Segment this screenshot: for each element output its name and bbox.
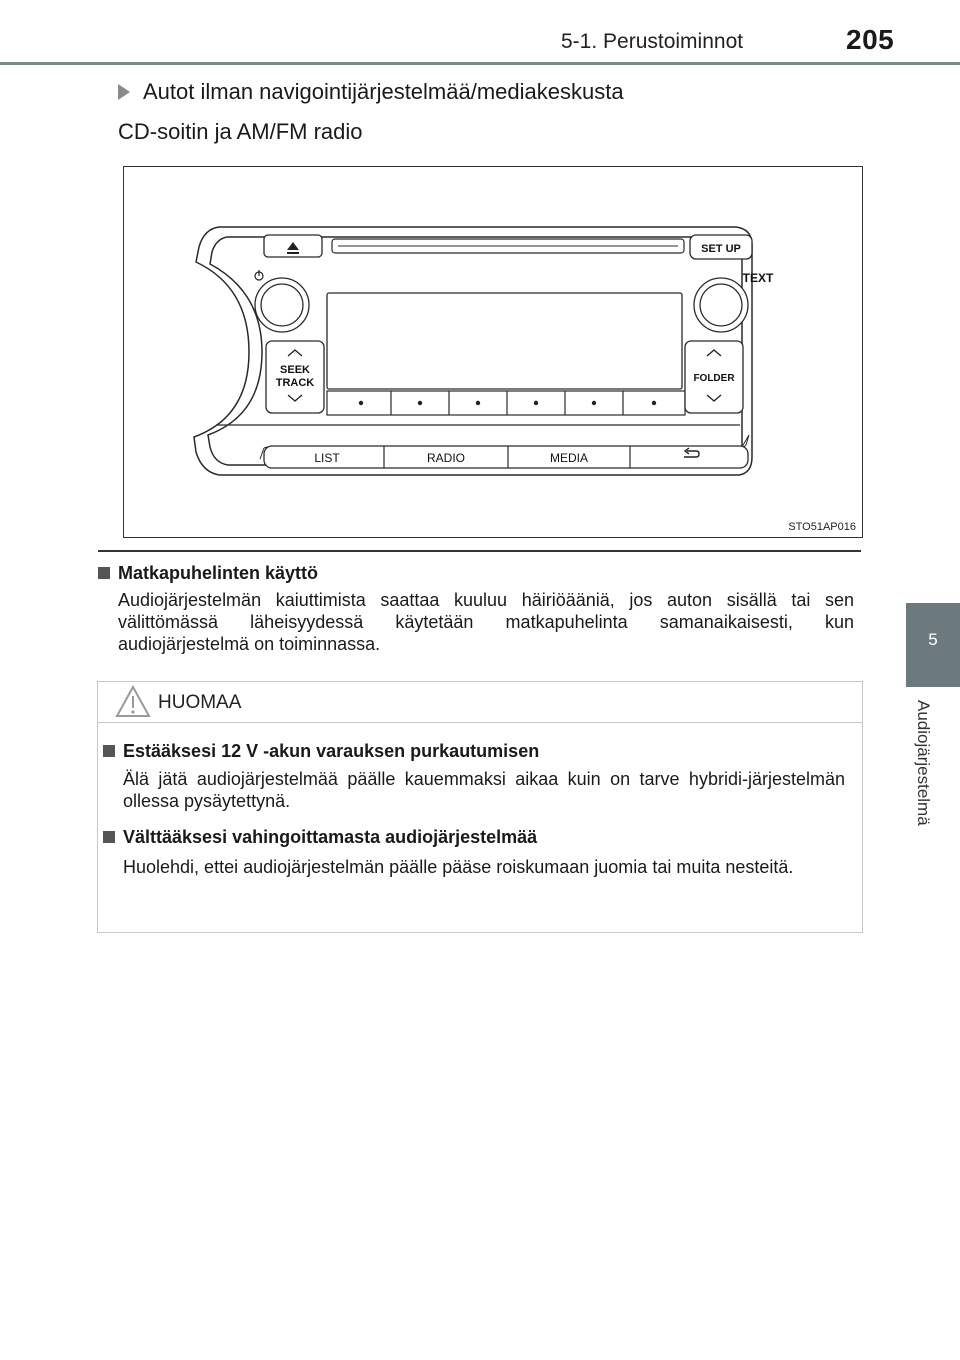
square-bullet-icon xyxy=(103,831,115,843)
seek-label: SEEK xyxy=(280,364,310,376)
triangle-bullet-icon xyxy=(118,84,130,100)
square-bullet-icon xyxy=(98,567,110,579)
square-bullet-icon xyxy=(103,745,115,757)
header-rule xyxy=(0,62,960,65)
chapter-title-text: Audiojärjestelmä xyxy=(914,700,933,826)
audio-unit-figure xyxy=(123,166,863,538)
section-title: Matkapuhelinten käyttö xyxy=(118,563,319,583)
header-section-title: 5-1. Perustoiminnot xyxy=(561,30,744,53)
section-subheading: CD-soitin ja AM/FM radio xyxy=(118,119,363,144)
notice-divider xyxy=(97,722,862,723)
section-heading: Autot ilman navigointijärjestelmää/mediakeskusta xyxy=(143,79,624,104)
list-button-label: LIST xyxy=(314,451,340,465)
radio-button-label: RADIO xyxy=(426,451,466,465)
chapter-number: 5 xyxy=(928,630,938,649)
text-button-label: TEXT xyxy=(742,271,774,285)
notice-item-title: Estääksesi 12 V -akun varauksen purkautumisen xyxy=(123,741,540,761)
notice-item-title: Välttääksesi vahingoittamasta audiojärjestelmää xyxy=(123,827,538,847)
notice-label: HUOMAA xyxy=(158,692,242,713)
section-rule xyxy=(98,550,861,552)
media-button-label: MEDIA xyxy=(549,451,589,465)
notice-item-body: Älä jätä audiojärjestelmää päälle kauemmaksi aikaa kuin on tarve hybridi-järjestelmän ollessa pysäytettynä. xyxy=(123,769,845,811)
section-body: Audiojärjestelmän kaiuttimista saattaa kuuluu häiriöääniä, jos auton sisällä tai sen välittömässä läheisyydessä käytetään matkapuhelinta samanaikaisesti, kun audiojärjestelmä on toiminnassa. xyxy=(118,590,854,654)
notice-item-body: Huolehdi, ettei audiojärjestelmän päälle pääse roiskumaan juomia tai muita nesteitä. xyxy=(123,857,794,877)
setup-button-label: SET UP xyxy=(701,243,741,255)
page-number: 205 xyxy=(846,24,895,55)
track-label: TRACK xyxy=(275,377,315,389)
folder-label: FOLDER xyxy=(693,373,735,384)
figure-code: STO51AP016 xyxy=(788,521,856,533)
chapter-title xyxy=(906,700,960,860)
audio-unit-illustration xyxy=(124,167,862,537)
warning-icon xyxy=(114,683,152,721)
